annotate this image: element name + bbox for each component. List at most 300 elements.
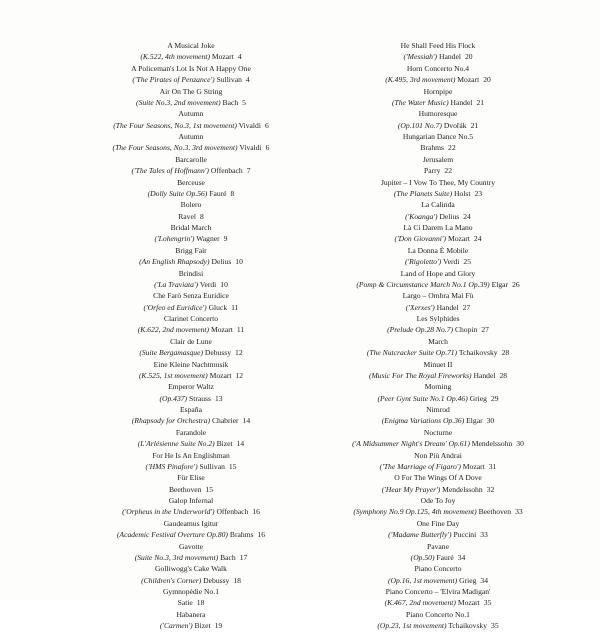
piece-detail: (Op.23, 1st movement): [377, 621, 447, 631]
index-entry: [66, 336, 316, 359]
piece-detail: (Enigma Variations Op.36): [381, 416, 465, 426]
piece-title: Bolero: [180, 200, 202, 210]
piece-detail: (The Four Seasons, No.3, 3rd movement): [112, 143, 238, 153]
index-entry: [313, 245, 563, 268]
piece-source-line: [313, 165, 563, 176]
piece-title: La Calinda: [421, 200, 455, 210]
composer-name: Bizet: [194, 621, 211, 631]
composer-name: Brahms: [229, 530, 254, 540]
piece-title: Les Sylphides: [416, 314, 460, 323]
piece-title: March: [428, 336, 448, 346]
piece-detail: (The Planets Suite): [393, 188, 453, 198]
index-entry: [313, 40, 563, 63]
index-entry: [313, 154, 563, 177]
composer-name: Bach: [222, 97, 239, 107]
index-entry: [66, 108, 316, 131]
piece-source-line: [313, 97, 563, 108]
piece-source-line: [313, 597, 563, 608]
piece-detail: ('Carmen'): [159, 621, 193, 631]
piece-title: O For The Wings Of A Dove: [394, 473, 482, 483]
index-entry: [66, 268, 316, 291]
index-entry: [66, 472, 316, 495]
composer-name: Mozart: [211, 52, 234, 62]
index-column-right: [313, 40, 563, 632]
piece-title: Galop Infernal: [168, 496, 214, 505]
index-entry: [66, 290, 316, 313]
piece-detail: (Op.50): [410, 552, 435, 562]
index-entry: [66, 86, 316, 109]
page-number: 32: [486, 484, 495, 494]
piece-source-line: [313, 347, 563, 358]
piece-title: Nimrod: [426, 405, 450, 414]
page-number: 11: [231, 302, 239, 312]
piece-title: Piano Concerto No.1: [406, 609, 470, 619]
piece-title: Horn Concerto No.4: [406, 63, 470, 73]
piece-source-line: [313, 438, 563, 449]
page-number: 34: [480, 575, 488, 585]
piece-title: Humoresque: [418, 109, 458, 119]
piece-source-line: [66, 256, 316, 267]
piece-source-line: [66, 120, 316, 131]
piece-title: Morning: [424, 382, 452, 392]
page-number: 21: [476, 97, 485, 107]
index-entry: [313, 586, 563, 609]
index-entry: [66, 222, 316, 245]
page-number: 10: [220, 279, 228, 289]
piece-detail: (K.522, 4th movement): [140, 52, 210, 62]
piece-title: Clair de Lune: [170, 336, 212, 346]
piece-source-line: [66, 211, 316, 222]
page-number: 24: [473, 234, 482, 244]
piece-detail: (Music For The Royal Fireworks): [368, 370, 472, 380]
composer-name: Handel: [436, 302, 459, 312]
piece-source-line: [66, 347, 316, 358]
composer-name: Mozart: [462, 461, 485, 471]
index-entry: [313, 495, 563, 518]
piece-title: For He Is An Englishman: [152, 450, 230, 460]
index-entry: [66, 518, 316, 541]
piece-title: Jupiter – I Vow To Thee, My Country: [380, 177, 496, 187]
composer-name: Debussy: [203, 575, 230, 585]
index-entry: [313, 404, 563, 427]
piece-detail: ('Koanga'): [405, 211, 438, 221]
composer-name: Handel: [450, 97, 473, 107]
piece-title: Farandole: [175, 427, 207, 437]
piece-title: Emperor Waltz: [168, 382, 214, 392]
page-number: 15: [205, 484, 214, 494]
piece-detail: ('Orpheus in the Underworld'): [122, 507, 215, 517]
index-entry: [313, 450, 563, 473]
index-entry: [66, 177, 316, 200]
index-entry: [313, 108, 563, 131]
page-number: 20: [483, 75, 491, 85]
piece-title: Habanera: [176, 609, 206, 619]
composer-name: Mozart: [209, 370, 232, 380]
piece-source-line: [313, 188, 563, 199]
composer-name: Mozart: [447, 234, 470, 244]
piece-source-line: [66, 74, 316, 85]
composer-name: Debussy: [204, 348, 232, 358]
index-entry: [66, 245, 316, 268]
piece-source-line: [313, 370, 563, 381]
piece-detail: (Pomp & Circumstance March No.1 Op.39): [356, 279, 490, 289]
index-entry: [313, 472, 563, 495]
piece-source-line: [313, 279, 563, 290]
piece-source-line: [313, 74, 563, 85]
piece-source-line: [313, 324, 563, 335]
page-number: 21: [470, 120, 479, 130]
piece-title: Nocturne: [423, 427, 453, 437]
composer-name: Vivaldi: [238, 120, 261, 130]
piece-source-line: [66, 142, 316, 153]
composer-name: Parry: [423, 166, 441, 176]
piece-source-line: [66, 506, 316, 517]
piece-title: Pavane: [427, 541, 449, 551]
piece-detail: (K.467, 2nd movement): [384, 598, 456, 608]
piece-title: Clarinet Concerto: [163, 314, 219, 323]
composer-name: Mendelssohn: [442, 484, 483, 494]
piece-source-line: [66, 370, 316, 381]
piece-title: Largo – Ombra Mai Fù: [402, 291, 474, 301]
piece-title: Land of Hope and Glory: [400, 268, 476, 278]
composer-name: Mendelssohn: [471, 439, 513, 449]
piece-source-line: [66, 279, 316, 290]
piece-source-line: [313, 529, 563, 540]
page-number: 24: [463, 211, 471, 221]
piece-source-line: [66, 575, 316, 586]
index-entry: [313, 563, 563, 586]
index-entry: [66, 586, 316, 609]
piece-source-line: [66, 393, 316, 404]
index-entry: [66, 63, 316, 86]
piece-title: A Musical Joke: [167, 41, 215, 50]
piece-source-line: [66, 302, 316, 313]
page-number: 30: [486, 416, 495, 426]
piece-source-line: [66, 233, 316, 244]
piece-source-line: [66, 188, 316, 199]
piece-title: He Shall Feed His Flock: [400, 41, 476, 50]
composer-name: Mozart: [457, 598, 480, 608]
page-number: 12: [235, 348, 243, 358]
piece-source-line: [313, 393, 563, 404]
piece-source-line: [313, 506, 563, 517]
piece-title: Autumn: [178, 109, 204, 119]
composer-name: Satie: [177, 598, 193, 608]
piece-title: Là Ci Darem La Mano: [403, 223, 473, 232]
piece-source-line: [313, 211, 563, 222]
piece-detail: (Peer Gynt Suite No.1 Op.46): [377, 393, 468, 403]
composer-name: Wagner: [196, 234, 220, 244]
index-entry: [313, 63, 563, 86]
piece-detail: (Academic Festival Overture Op.80): [116, 530, 228, 540]
piece-detail: (Suite Bergamasque): [139, 348, 203, 358]
piece-source-line: [313, 415, 563, 426]
composer-name: Strauss: [189, 393, 211, 403]
piece-detail: (K.495, 3rd movement): [385, 75, 456, 85]
piece-source-line: [66, 51, 316, 62]
composer-name: Chabrier: [211, 416, 239, 426]
piece-title: Minuet II: [423, 359, 453, 369]
piece-detail: (Prelude Op.28 No.7): [387, 325, 454, 335]
piece-source-line: [313, 142, 563, 153]
piece-detail: ('A Midsummer Night's Dream' Op.61): [352, 439, 470, 449]
page-number: 34: [457, 552, 466, 562]
composer-name: Grieg: [459, 575, 477, 585]
piece-detail: (An English Rhapsody): [139, 257, 210, 267]
composer-name: Beethoven: [478, 507, 512, 517]
index-entry: [66, 450, 316, 473]
piece-title: One Fine Day: [416, 518, 460, 528]
piece-detail: (The Nutcracker Suite Op.71): [366, 348, 458, 358]
index-entry: [313, 86, 563, 109]
piece-title: Non Più Andrai: [414, 450, 462, 460]
piece-detail: (Symphony No.9 Op.125, 4th movement): [353, 507, 477, 517]
piece-source-line: [66, 461, 316, 472]
piece-detail: (Suite No.3, 3rd movement): [134, 552, 219, 562]
index-entry: [66, 40, 316, 63]
composer-name: Fauré: [209, 188, 227, 198]
page-number: 18: [233, 575, 241, 585]
piece-title: Air On The G String: [159, 86, 223, 96]
page-number: 16: [252, 507, 260, 517]
piece-detail: (Op.16, 1st movement): [388, 575, 458, 585]
page-number: 14: [236, 439, 245, 449]
piece-title: Piano Concerto: [414, 564, 462, 574]
index-entry: [313, 268, 563, 291]
index-entry: [66, 154, 316, 177]
composer-name: Offenbach: [210, 166, 243, 176]
piece-title: La Donna È Mobile: [407, 245, 469, 255]
piece-source-line: [313, 575, 563, 586]
piece-source-line: [313, 256, 563, 267]
piece-detail: ('The Pirates of Penzance'): [132, 75, 215, 85]
piece-source-line: [313, 233, 563, 244]
index-entry: [66, 131, 316, 154]
piece-detail: ('The Tales of Hoffmann'): [131, 166, 209, 176]
composer-name: Verdi: [442, 257, 460, 267]
piece-detail: ('Rigoletto'): [405, 257, 442, 267]
composer-name: Verdi: [199, 279, 217, 289]
page-number: 20: [464, 52, 473, 62]
piece-title: Ode To Joy: [420, 496, 456, 505]
piece-title: A Policeman's Lot Is Not A Happy One: [131, 63, 251, 73]
piece-title: Bridal March: [170, 223, 212, 232]
piece-detail: (The Four Seasons, No.3, 1st movement): [113, 120, 237, 130]
index-entry: [313, 336, 563, 359]
piece-title: Barcarolle: [175, 154, 207, 164]
page-number: 4: [237, 52, 242, 62]
piece-detail: (Rhapsody for Orchestra): [131, 416, 211, 426]
index-entry: [66, 359, 316, 382]
page-number: 25: [463, 257, 471, 267]
piece-source-line: [313, 620, 563, 631]
composer-name: Chopin: [454, 325, 478, 335]
piece-detail: ('Xerxes'): [405, 302, 435, 312]
piece-detail: ('HMS Pinafore'): [145, 461, 198, 471]
index-entry: [313, 427, 563, 450]
page-number: 13: [214, 393, 223, 403]
index-entry: [66, 609, 316, 632]
piece-title: Autumn: [178, 132, 204, 141]
index-entry: [313, 609, 563, 632]
piece-source-line: [66, 620, 316, 631]
composer-name: Bizet: [216, 439, 233, 449]
piece-title: Brigg Fair: [175, 245, 207, 255]
piece-detail: (Children's Corner): [141, 575, 202, 585]
piece-detail: (The Water Music): [391, 97, 449, 107]
piece-detail: ('Don Giovanni'): [394, 234, 447, 244]
page-number: 27: [462, 302, 471, 312]
page-number: 27: [481, 325, 489, 335]
piece-title: Gymnopédie No.1: [162, 587, 220, 596]
composer-name: Grieg: [469, 393, 487, 403]
piece-source-line: [66, 438, 316, 449]
composer-name: Tchaikovsky: [448, 621, 488, 631]
composer-name: Handel: [473, 370, 496, 380]
index-entry: [66, 404, 316, 427]
piece-detail: ('Hear My Prayer'): [381, 484, 441, 494]
index-entry: [313, 541, 563, 564]
page-number: 4: [245, 75, 250, 85]
piece-detail: (Op.437): [159, 393, 188, 403]
composer-name: Delius: [211, 257, 232, 267]
page-number: 33: [515, 507, 523, 517]
page-number: 31: [488, 461, 497, 471]
piece-detail: (Op.101 No.7): [397, 120, 442, 130]
piece-source-line: [66, 165, 316, 176]
piece-source-line: [313, 302, 563, 313]
composer-name: Puccini: [453, 530, 477, 540]
piece-detail: (Dolly Suite Op.56): [147, 188, 208, 198]
page-number: 8: [199, 211, 204, 221]
piece-detail: (L'Arlésienne Suite No.2): [137, 439, 215, 449]
piece-title: Piano Concerto – 'Elvira Madigan': [385, 587, 491, 596]
piece-title: Jerusalem: [422, 154, 454, 164]
composer-name: Tchaikovsky: [458, 348, 498, 358]
piece-source-line: [313, 461, 563, 472]
piece-title: Gavotte: [178, 541, 204, 551]
composer-name: Bach: [220, 552, 236, 562]
page-number: 22: [444, 166, 453, 176]
composer-name: Elgar: [491, 279, 509, 289]
composer-name: Holst: [454, 188, 471, 198]
page-number: 28: [501, 348, 510, 358]
piece-detail: ('Lohengrin'): [154, 234, 195, 244]
composer-name: Sullivan: [199, 461, 225, 471]
page-number: 10: [235, 257, 243, 267]
piece-title: Golliwogg's Cake Walk: [155, 564, 227, 574]
index-entry: [66, 427, 316, 450]
piece-source-line: [66, 529, 316, 540]
piece-title: Hungarian Dance No.5: [402, 132, 474, 141]
composer-name: Fauré: [436, 552, 454, 562]
composer-name: Dvořák: [443, 120, 467, 130]
composer-name: Gluck: [208, 302, 228, 312]
piece-title: Für Elise: [177, 473, 205, 483]
page-number: 7: [246, 166, 251, 176]
composer-name: Handel: [439, 52, 461, 62]
page-number: 16: [257, 530, 266, 540]
index-entry: [313, 381, 563, 404]
piece-title: Gaudeamus Igitur: [163, 518, 219, 528]
composer-name: Mozart: [210, 325, 233, 335]
page-number: 11: [236, 325, 245, 335]
composer-name: Vivaldi: [239, 143, 262, 153]
page-number: 26: [512, 279, 520, 289]
piece-title: Hornpipe: [423, 86, 453, 96]
piece-detail: ('La Traviata'): [154, 279, 199, 289]
piece-detail: ('Orfeo ed Euridice'): [143, 302, 207, 312]
page-number: 28: [499, 370, 508, 380]
composer-name: Elgar: [466, 416, 483, 426]
page-number: 6: [264, 120, 269, 130]
page-number: 30: [516, 439, 524, 449]
page-number: 8: [230, 188, 235, 198]
composer-name: Delius: [439, 211, 460, 221]
page-number: 17: [239, 552, 248, 562]
piece-source-line: [66, 552, 316, 563]
piece-title: Berceuse: [177, 177, 205, 187]
index-entry: [313, 290, 563, 313]
page-number: 29: [490, 393, 499, 403]
piece-source-line: [66, 97, 316, 108]
composer-name: Mozart: [457, 75, 480, 85]
composer-name: Beethoven: [168, 484, 202, 494]
piece-detail: (K.525, 1st movement): [138, 370, 208, 380]
piece-source-line: [66, 484, 316, 495]
index-entry: [66, 313, 316, 336]
page-number: 33: [480, 530, 488, 540]
index-entry: [313, 177, 563, 200]
page-number: 12: [235, 370, 244, 380]
page-number: 9: [223, 234, 228, 244]
index-entry: [66, 495, 316, 518]
composer-name: Ravel: [178, 211, 196, 221]
index-entry: [66, 381, 316, 404]
composer-name: Offenbach: [216, 507, 249, 517]
piece-detail: (K.622, 2nd movement): [137, 325, 210, 335]
page-number: 22: [448, 143, 456, 153]
page-number: 35: [483, 598, 492, 608]
page-number: 18: [196, 598, 205, 608]
index-entry: [313, 518, 563, 541]
piece-source-line: [66, 597, 316, 608]
index-entry: [313, 313, 563, 336]
composer-name: Sullivan: [216, 75, 242, 85]
piece-detail: (Suite No.3, 2nd movement): [136, 97, 221, 107]
piece-title: Eine Kleine Nachtmusik: [153, 359, 229, 369]
index-entry: [66, 199, 316, 222]
index-entry: [313, 359, 563, 382]
page-number: 19: [214, 621, 223, 631]
piece-title: Che Farò Senza Euridice: [153, 291, 229, 301]
piece-title: Brindisi: [178, 268, 204, 278]
page-number: 14: [242, 416, 251, 426]
index-entry: [313, 131, 563, 154]
index-column-left: [66, 40, 316, 632]
index-entry: [313, 222, 563, 245]
piece-source-line: [313, 552, 563, 563]
index-entry: [66, 541, 316, 564]
piece-detail: ('The Marriage of Figaro'): [379, 461, 461, 471]
piece-source-line: [313, 484, 563, 495]
page-number: 15: [228, 461, 237, 471]
piece-source-line: [66, 415, 316, 426]
piece-detail: ('Madame Butterfly'): [388, 530, 452, 540]
page-number: 5: [242, 97, 246, 107]
index-entry: [313, 199, 563, 222]
index-entry: [66, 563, 316, 586]
